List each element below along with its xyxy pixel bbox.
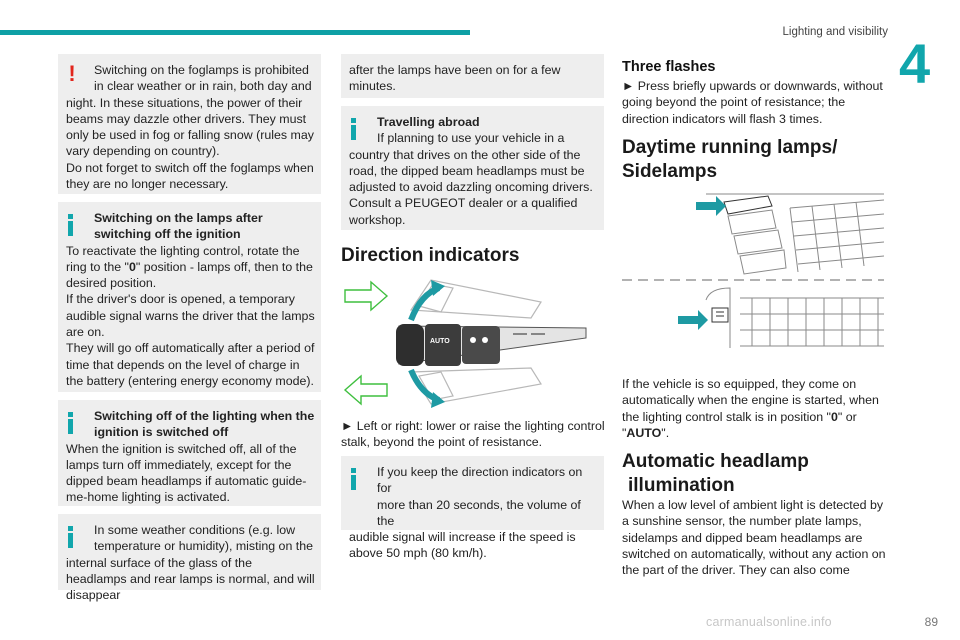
- warning-body: night. In these situations, the power of their beams may dazzle other drivers. They must only be used in fog or falling snow (rules may vary depending on country).: [66, 95, 314, 159]
- info-line-1: In some weather conditions (e.g. low: [94, 523, 296, 537]
- direction-indicators-step: ► Left or right: lower or raise the lighting control stalk, beyond the point of resistance.: [341, 419, 605, 450]
- right-turn-outline-arrow: [345, 282, 387, 310]
- heading-line-2: illumination: [628, 475, 735, 496]
- text-span: " position - lamps off, then to the desired position.: [66, 259, 313, 291]
- position-auto: AUTO: [626, 425, 662, 440]
- automatic-headlamp-body: When a low level of ambient light is detected by a sunshine sensor, the number plate lamps, sidelamps and dipped beam headlamps are switched on automatically, without any action on the part of the driver. They can also come: [622, 498, 886, 578]
- info-box-indicator-volume: [341, 456, 604, 561]
- info-body: audible signal will increase if the speed is above 50 mph (80 km/h).: [349, 530, 576, 561]
- info-paragraph-3: They will go off automatically after a period of time that depends on the level of charge in the battery (entering energy economy mode).: [66, 341, 315, 388]
- info-icon: [67, 523, 76, 548]
- text-span: ".: [661, 425, 670, 440]
- left-turn-outline-arrow: [345, 376, 387, 404]
- continued-box: [341, 54, 604, 98]
- warning-line-2: in clear weather or in rain, both day and: [94, 79, 312, 94]
- info-title-line-2: switching off the ignition: [94, 227, 241, 242]
- headlamp-detail: [706, 194, 884, 274]
- watermark: carmanualsonline.info: [706, 615, 832, 629]
- warning-icon: !: [68, 61, 76, 86]
- info-title-line-2: ignition is switched off: [94, 425, 229, 440]
- automatic-headlamp-heading: [622, 450, 887, 498]
- foglamp-warning-box: [58, 54, 321, 194]
- drl-arrow-upper: [696, 196, 726, 216]
- stalk-main: [396, 324, 586, 366]
- info-body: internal surface of the glass of the headlamps and rear lamps is normal, and will disappear: [66, 555, 315, 603]
- info-icon: [67, 409, 76, 434]
- info-title: Travelling abroad: [377, 115, 480, 129]
- warning-line-1: Switching on the foglamps is prohibited: [94, 63, 309, 77]
- direction-indicators-heading: Direction indicators: [341, 245, 520, 266]
- three-flashes-heading: Three flashes: [622, 59, 716, 75]
- text-span: If the vehicle is so equipped, they come on automatically when the engine is started, when the lighting control stalk is in position ": [622, 377, 879, 424]
- header-accent-bar: [0, 30, 470, 35]
- info-icon: [67, 211, 76, 236]
- info-paragraph-2: If the driver's door is opened, a temporary audible signal warns the driver that the lamps are on.: [66, 292, 315, 340]
- text-span: To reactivate the lighting control, rotate the ring to the ": [66, 243, 300, 274]
- info-box-lighting-off: [58, 400, 321, 506]
- info-box-travelling-abroad: [341, 106, 604, 230]
- info-paragraph-1: [66, 243, 315, 292]
- info-icon: [350, 465, 359, 490]
- heading-line-2: Sidelamps: [622, 161, 718, 182]
- info-box-lamps-after-ignition: [58, 202, 321, 392]
- daytime-running-lamps-heading: [622, 136, 887, 184]
- warning-body-2: Do not forget to switch off the foglamps when they are no longer necessary.: [66, 160, 314, 192]
- three-flashes-body: ► Press briefly upwards or downwards, without going beyond the point of resistance; the direction indicators will flash 3 times.: [622, 79, 883, 126]
- info-line-1: If planning to use your vehicle in a: [377, 131, 565, 146]
- info-icon: [350, 115, 359, 140]
- daytime-running-lamps-figure: [622, 188, 884, 366]
- chapter-number: 4: [899, 32, 931, 95]
- info-line-2: more than 20 seconds, the volume of the: [377, 497, 581, 528]
- info-line-2: temperature or humidity), misting on the: [94, 539, 313, 554]
- stalk-auto-label: AUTO: [430, 338, 450, 345]
- info-title-line-1: Switching off of the lighting when the: [94, 409, 315, 423]
- daytime-running-lamps-body: [622, 376, 887, 441]
- position-zero: 0: [128, 259, 136, 274]
- text-span: " or ": [622, 409, 857, 440]
- info-title-line-1: Switching on the lamps after: [94, 211, 263, 225]
- info-line-1: If you keep the direction indicators on for: [377, 465, 583, 496]
- heading-line-1: Automatic headlamp: [622, 451, 809, 472]
- heading-line-1: Daytime running lamps/: [622, 137, 838, 158]
- section-title: Lighting and visibility: [782, 26, 888, 38]
- page-number: 89: [924, 614, 938, 629]
- info-body: When the ignition is switched off, all of the lamps turn off immediately, except for the dipped beam headlamps if automatic guide-me-home lighting is activated.: [66, 441, 307, 505]
- position-zero: 0: [830, 409, 838, 424]
- stalk-raised-ghost: [411, 280, 541, 318]
- direction-indicator-stalk-figure: [341, 272, 604, 414]
- info-body: country that drives on the other side of the road, the dipped beam headlamps must be adjusted to avoid dazzling oncoming drivers. Consult a PEUGEOT dealer or a qualified workshop.: [349, 147, 593, 227]
- drl-arrow-lower: [678, 310, 708, 330]
- continued-text: after the lamps have been on for a few minutes.: [349, 63, 561, 94]
- info-box-misting: [58, 514, 321, 603]
- turn-down-arrowhead: [431, 392, 445, 408]
- bumper-lamp-detail: [706, 288, 884, 348]
